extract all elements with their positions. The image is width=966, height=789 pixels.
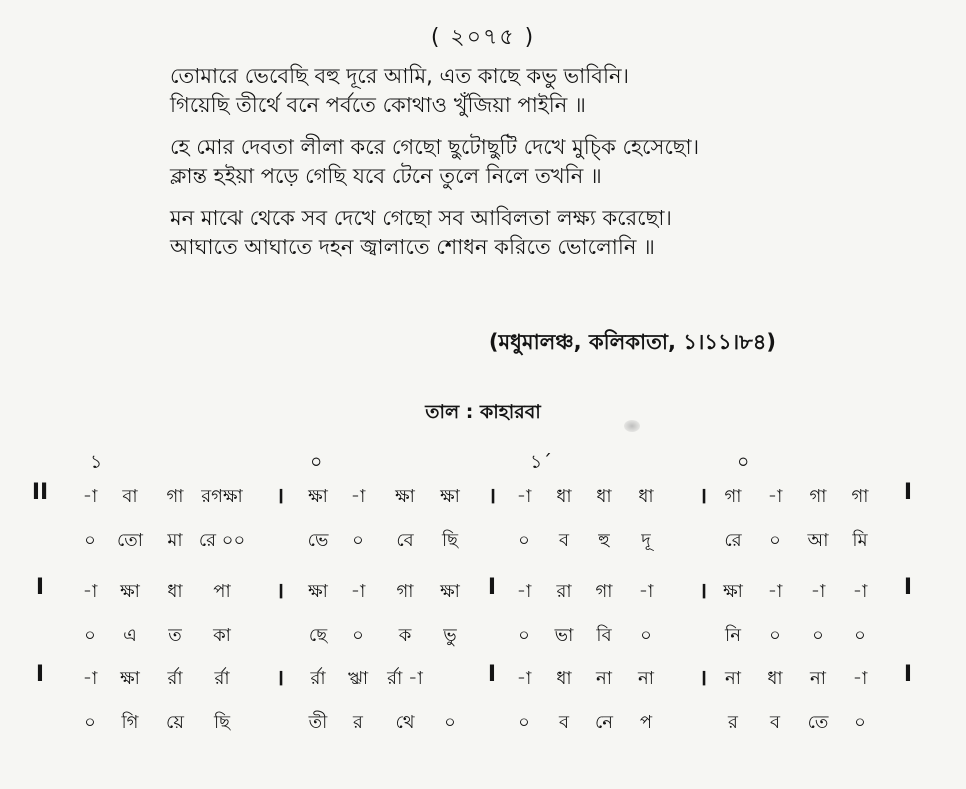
swara-cell: -া	[516, 486, 532, 507]
bar-line: ।	[487, 484, 497, 509]
swara-cell: রা	[556, 581, 572, 602]
lyric-syllable: বে	[396, 530, 414, 551]
swara-cell: পা	[213, 581, 231, 602]
bar-line: ।	[275, 484, 285, 509]
swara-cell: গা	[851, 486, 869, 507]
lyric-syllable: ছি	[213, 712, 231, 733]
lyric-syllable: রে ০০	[198, 530, 246, 551]
swara-cell: -া	[638, 581, 654, 602]
lyric-syllable: ০	[854, 712, 866, 733]
lyric-syllable: ত	[168, 625, 182, 646]
lyric-syllable: ০	[769, 625, 781, 646]
start-bar: I	[35, 575, 45, 600]
lyric-syllable: মা	[167, 530, 183, 551]
lyric-syllable: ব	[769, 712, 781, 733]
lyric-syllable: ০	[769, 530, 781, 551]
lyric-syllable: থে	[395, 712, 415, 733]
swara-cell: ক্ষা	[440, 486, 460, 507]
attribution: (মধুমালঞ্চ, কলিকাতা, ১।১১।৮৪)	[488, 330, 776, 354]
swara-cell: -া	[810, 581, 826, 602]
song-number: ( ২০৭৫ )	[430, 25, 536, 50]
end-bar: I	[903, 575, 913, 600]
lyric-line: তোমারে ভেবেছি বহু দূরে আমি, এত কাছে কভু ভাবিনি।	[170, 64, 629, 88]
lyric-line: মন মাঝে থেকে সব দেখে গেছো সব আবিলতা লক্ষ্য করেছো।	[170, 206, 672, 230]
lyric-syllable: আ	[807, 530, 829, 551]
lyric-syllable: ছে	[308, 625, 328, 646]
end-bar: I	[903, 662, 913, 687]
lyric-syllable: বি	[596, 625, 612, 646]
beat-mark: ০	[737, 451, 750, 473]
lyric-syllable: ০	[812, 625, 824, 646]
swara-cell: না	[725, 668, 741, 689]
lyric-syllable: র	[353, 712, 363, 733]
swara-cell: -া	[852, 581, 868, 602]
swara-cell: -া	[350, 486, 366, 507]
lyric-syllable: ০	[854, 625, 866, 646]
start-bar: I	[35, 662, 45, 687]
swara-cell: গা	[724, 486, 742, 507]
swara-cell: র্রা -া	[387, 668, 423, 689]
swara-cell: ক্ষা	[723, 581, 743, 602]
swara-cell: -া	[767, 581, 783, 602]
swara-cell: ক্ষা	[308, 486, 328, 507]
swara-cell: ক্ষা	[308, 581, 328, 602]
lyric-syllable: প	[639, 712, 653, 733]
swara-cell: না	[596, 668, 612, 689]
lyric-syllable: ০	[352, 530, 364, 551]
lyric-syllable: র	[728, 712, 738, 733]
swara-cell: ধা	[596, 486, 612, 507]
swara-cell: না	[810, 668, 826, 689]
swara-cell: ধা	[556, 486, 572, 507]
lyric-syllable: দূ	[641, 530, 651, 551]
lyric-syllable: ০	[444, 712, 456, 733]
lyric-syllable: ০	[518, 530, 530, 551]
start-bar: II	[31, 480, 49, 505]
lyric-line: গিয়েছি তীর্থে বনে পর্বতে কোথাও খুঁজিয়া পাইনি ॥	[170, 93, 586, 117]
lyric-syllable: নি	[725, 625, 741, 646]
bar-line: ।	[698, 579, 708, 604]
swara-cell: ক্ষা	[120, 581, 140, 602]
swara-cell: -া	[516, 581, 532, 602]
lyric-syllable: ০	[84, 530, 96, 551]
swara-cell: রগক্ষা	[201, 486, 243, 507]
lyric-line: আঘাতে আঘাতে দহন জ্বালাতে শোধন করিতে ভোলোনি ॥	[170, 235, 655, 259]
swara-cell: গা	[809, 486, 827, 507]
lyric-syllable: ০	[518, 625, 530, 646]
lyric-syllable: কা	[213, 625, 231, 646]
lyric-syllable: নে	[594, 712, 614, 733]
lyric-syllable: ০	[352, 625, 364, 646]
swara-cell: ক্ষা	[395, 486, 415, 507]
bar-line: ।	[698, 484, 708, 509]
lyric-line: ক্লান্ত হইয়া পড়ে গেছি যবে টেনে তুলে নিলে তখনি ॥	[170, 164, 602, 188]
swara-cell: -া	[82, 581, 98, 602]
lyric-syllable: মি	[852, 530, 868, 551]
lyric-syllable: তী	[308, 712, 328, 733]
swara-cell: ক্ষা	[440, 581, 460, 602]
lyric-syllable: ক	[398, 625, 412, 646]
bar-line: ।	[275, 579, 285, 604]
swara-cell: গা	[166, 486, 184, 507]
lyric-syllable: ব	[558, 530, 570, 551]
swara-cell: না	[638, 668, 654, 689]
swara-cell: গা	[595, 581, 613, 602]
lyric-syllable: এ	[123, 625, 137, 646]
lyric-syllable: ০	[84, 625, 96, 646]
swara-cell: ধা	[638, 486, 654, 507]
lyric-line: হে মোর দেবতা লীলা করে গেছো ছুটোছুটি দেখে মুচ্কি হেসেছো।	[170, 135, 700, 159]
bar-line: I	[487, 575, 497, 600]
swara-cell: ধা	[767, 668, 783, 689]
swara-cell: গা	[396, 581, 414, 602]
tal-heading: তাল : কাহারবা	[425, 401, 541, 423]
lyric-syllable: রে	[724, 530, 742, 551]
bar-line: ।	[275, 666, 285, 691]
lyric-syllable: ০	[84, 712, 96, 733]
lyric-syllable: য়ে	[166, 712, 184, 733]
lyric-syllable: তে	[807, 712, 829, 733]
bar-line: ।	[698, 666, 708, 691]
swara-cell: -া	[516, 668, 532, 689]
lyric-syllable: তো	[116, 530, 144, 551]
swara-cell: ধা	[556, 668, 572, 689]
swara-cell: -া	[82, 486, 98, 507]
swara-cell: ধা	[167, 581, 183, 602]
lyric-syllable: ব	[558, 712, 570, 733]
beat-mark: ১	[90, 451, 103, 473]
lyric-syllable: ০	[640, 625, 652, 646]
bar-line: I	[487, 662, 497, 687]
beat-mark: ১´	[530, 451, 552, 473]
lyric-syllable: ভে	[307, 530, 329, 551]
swara-cell: -া	[82, 668, 98, 689]
swara-cell: র্রা	[167, 668, 183, 689]
swara-cell: -া	[852, 668, 868, 689]
lyric-syllable: ভু	[443, 625, 457, 646]
swara-cell: ঋ্রা	[347, 668, 369, 689]
swara-cell: র্রা	[310, 668, 326, 689]
swara-cell: বা	[122, 486, 138, 507]
lyric-syllable: ভা	[554, 625, 574, 646]
end-bar: I	[903, 480, 913, 505]
swara-cell: -া	[350, 581, 366, 602]
beat-mark: ০	[310, 451, 323, 473]
swara-cell: -া	[767, 486, 783, 507]
swara-cell: র্রা	[214, 668, 230, 689]
lyric-syllable: ০	[518, 712, 530, 733]
lyric-syllable: হু	[598, 530, 610, 551]
lyric-syllable: ছি	[441, 530, 459, 551]
swara-cell: ক্ষা	[120, 668, 140, 689]
lyric-syllable: গি	[121, 712, 139, 733]
